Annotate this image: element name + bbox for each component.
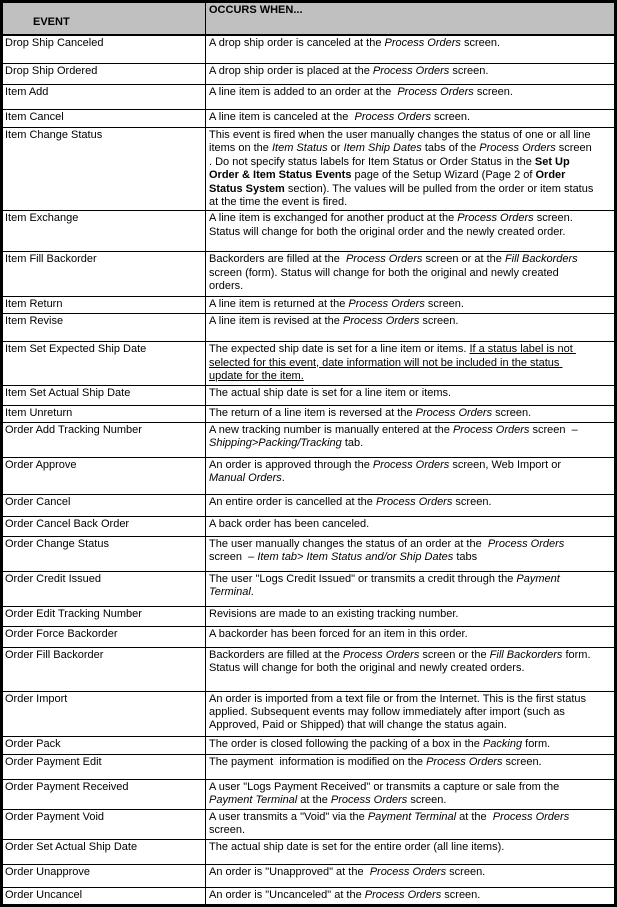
- occurs-text-segment: The user manually changes the status of an order at the: [209, 537, 488, 550]
- occurs-text-segment: Payment Terminal: [209, 572, 563, 599]
- occurs-text-segment: at the: [456, 810, 493, 823]
- event-cell: Order Credit Issued: [2, 571, 206, 606]
- table-row: [2, 647, 616, 691]
- occurs-text-segment: The user "Logs Credit Issued" or transmits a credit through the: [209, 572, 517, 585]
- occurs-cell: [206, 516, 616, 536]
- occurs-text-segment: at the: [297, 794, 331, 807]
- event-cell: Item Revise: [2, 314, 206, 342]
- occurs-cell: [206, 64, 616, 85]
- event-cell: Item Exchange: [2, 211, 206, 252]
- event-cell: Order Approve: [2, 457, 206, 494]
- event-cell: Item Unreturn: [2, 405, 206, 422]
- occurs-text-segment: The return of a line item is reversed at the: [209, 406, 416, 419]
- occurs-text-segment: A user "Logs Payment Received" or transmits a capture or sale from the: [209, 780, 563, 793]
- occurs-text-segment: screen.: [209, 810, 573, 837]
- occurs-text-segment: Process Orders: [375, 495, 453, 508]
- occurs-cell: [206, 626, 616, 647]
- events-table-body: [2, 35, 616, 906]
- table-row: [2, 342, 616, 385]
- occurs-text-segment: screen or the: [419, 648, 490, 661]
- occurs-text-segment: screen.: [430, 111, 471, 123]
- occurs-text-segment: Packing: [482, 737, 523, 750]
- occurs-text-segment: If a status label is not selected for this event, date information will not be included in the status update for the item.: [209, 343, 576, 383]
- occurs-text-segment: tab.: [341, 437, 364, 450]
- event-column-header: EVENT: [2, 2, 206, 35]
- occurs-text-segment: Item tab> Item Status and/or Ship Dates: [257, 551, 454, 564]
- occurs-cell: [206, 809, 616, 839]
- occurs-text-segment: Process Orders: [384, 36, 461, 49]
- occurs-text-segment: A new tracking number is manually entered at the: [209, 423, 453, 436]
- occurs-text-segment: A back order has been canceled.: [209, 517, 370, 530]
- occurs-text-segment: An entire order is cancelled at the: [209, 495, 376, 508]
- occurs-text-segment: screen, Web Import or: [449, 458, 565, 471]
- occurs-cell: [206, 85, 616, 110]
- occurs-text-segment: Backorders are filled at the: [209, 648, 343, 661]
- table-row: [2, 839, 616, 864]
- occurs-text-segment: Set Up Order & Item Status Events: [209, 155, 573, 182]
- table-row: [2, 571, 616, 606]
- occurs-cell: [206, 691, 616, 736]
- occurs-text-segment: A drop ship order is canceled at the: [209, 36, 385, 49]
- occurs-text-segment: screen.: [492, 406, 532, 419]
- occurs-text-segment: screen.: [441, 888, 481, 901]
- occurs-text-segment: Payment Terminal: [209, 794, 298, 807]
- occurs-text-segment: screen.: [424, 298, 464, 311]
- event-cell: Order Cancel Back Order: [2, 516, 206, 536]
- occurs-text-segment: .: [281, 472, 285, 485]
- occurs-cell: [206, 494, 616, 516]
- table-row: [2, 252, 616, 297]
- table-row: [2, 809, 616, 839]
- occurs-text-segment: Process Orders: [452, 423, 530, 436]
- occurs-text-segment: Process Orders: [345, 253, 423, 266]
- event-cell: Order Fill Backorder: [2, 647, 206, 691]
- occurs-cell: [206, 864, 616, 887]
- table-row: [2, 85, 616, 110]
- occurs-text-segment: form. Status will change for both the original and newly created orders.: [209, 648, 594, 675]
- occurs-cell: [206, 887, 616, 905]
- table-row: [2, 516, 616, 536]
- occurs-text-segment: Revisions are made to an existing tracking number.: [209, 607, 459, 620]
- table-row: [2, 110, 616, 128]
- event-cell: Item Return: [2, 297, 206, 314]
- occurs-text-segment: Process Orders: [354, 111, 431, 123]
- occurs-text-segment: This event is fired when the user manually changes the status of one or all line items on the: [209, 129, 594, 155]
- occurs-text-segment: Process Orders: [330, 794, 408, 807]
- table-row: [2, 754, 616, 779]
- occurs-cell: [206, 754, 616, 779]
- occurs-text-segment: An order is "Unapproved" at the: [209, 865, 370, 878]
- table-row: [2, 35, 616, 64]
- occurs-text-segment: Process Orders: [369, 865, 447, 878]
- table-row: [2, 314, 616, 342]
- occurs-text-segment: Process Orders: [372, 458, 450, 471]
- event-cell: Order Cancel: [2, 494, 206, 516]
- occurs-text-segment: Payment Terminal: [367, 810, 457, 823]
- event-cell: Order Unapprove: [2, 864, 206, 887]
- event-cell: Item Fill Backorder: [2, 252, 206, 297]
- occurs-text-segment: screen.: [502, 755, 542, 768]
- occurs-text-segment: A line item is returned at the: [209, 298, 349, 311]
- table-row: [2, 606, 616, 626]
- occurs-text-segment: screen.: [449, 65, 489, 77]
- event-cell: Order Set Actual Ship Date: [2, 839, 206, 864]
- event-cell: Order Payment Received: [2, 779, 206, 809]
- table-row: [2, 494, 616, 516]
- occurs-cell: [206, 128, 616, 211]
- occurs-text-segment: Fill Backorders: [489, 648, 563, 661]
- occurs-text-segment: form.: [522, 737, 551, 750]
- occurs-text-segment: A line item is exchanged for another product at the: [209, 212, 458, 225]
- occurs-cell: [206, 606, 616, 626]
- event-cell: Order Payment Void: [2, 809, 206, 839]
- table-row: [2, 691, 616, 736]
- occurs-cell: [206, 110, 616, 128]
- event-cell: Item Change Status: [2, 128, 206, 211]
- occurs-text-segment: screen or at the: [422, 253, 505, 266]
- occurs-text-segment: screen . Do not specify status labels for Item Status or Order Status in the: [209, 142, 595, 168]
- occurs-text-segment: Process Orders: [492, 810, 570, 823]
- occurs-cell: [206, 211, 616, 252]
- occurs-text-segment: The order is closed following the packing of a box in the: [209, 737, 483, 750]
- occurs-text-segment: tabs of the: [421, 142, 480, 155]
- occurs-text-segment: Manual Orders: [209, 472, 282, 485]
- occurs-cell: [206, 35, 616, 64]
- occurs-text-segment: tabs: [453, 551, 478, 564]
- occurs-text-segment: screen –: [209, 537, 568, 564]
- table-row: [2, 536, 616, 571]
- event-cell: Order Uncancel: [2, 887, 206, 905]
- table-row: [2, 457, 616, 494]
- occurs-cell: [206, 314, 616, 342]
- occurs-text-segment: Process Orders: [397, 86, 474, 98]
- table-row: [2, 297, 616, 314]
- occurs-text-segment: Process Orders: [372, 65, 450, 77]
- occurs-text-segment: screen (form). Status will change for both the original and newly created orders.: [209, 253, 581, 293]
- occurs-cell: [206, 536, 616, 571]
- occurs-text-segment: Item Status: [271, 142, 328, 155]
- occurs-text-segment: screen.: [419, 315, 459, 328]
- occurs-cell: [206, 422, 616, 457]
- occurs-text-segment: Order Status System: [209, 169, 569, 195]
- occurs-cell: [206, 297, 616, 314]
- occurs-text-segment: A line item is added to an order at the: [209, 86, 398, 98]
- event-cell: Order Import: [2, 691, 206, 736]
- table-row: [2, 779, 616, 809]
- table-row: [2, 405, 616, 422]
- event-cell: Order Payment Edit: [2, 754, 206, 779]
- occurs-text-segment: A line item is revised at the: [209, 315, 343, 328]
- occurs-cell: [206, 342, 616, 385]
- occurs-text-segment: screen –: [529, 423, 581, 436]
- occurs-cell: [206, 571, 616, 606]
- occurs-text-segment: Process Orders: [479, 142, 556, 155]
- occurs-text-segment: An order is imported from a text file or from the Internet. This is the first status applied. Subsequent events may follow immediately after import (such as Approved, Paid or Shipped) that will change the status again.: [209, 692, 590, 732]
- occurs-cell: [206, 647, 616, 691]
- occurs-text-segment: Process Orders: [426, 755, 503, 768]
- table-row: [2, 626, 616, 647]
- occurs-cell: [206, 839, 616, 864]
- occurs-text-segment: Backorders are filled at the: [209, 253, 346, 266]
- event-cell: Order Force Backorder: [2, 626, 206, 647]
- occurs-cell: [206, 779, 616, 809]
- occurs-text-segment: Process Orders: [457, 212, 534, 225]
- table-row: [2, 422, 616, 457]
- occurs-text-segment: .: [250, 586, 254, 599]
- occurs-column-header: OCCURS WHEN...: [206, 2, 616, 35]
- occurs-text-segment: The payment information is modified on the: [209, 755, 427, 768]
- occurs-text-segment: Fill Backorders: [504, 253, 578, 266]
- table-row: [2, 385, 616, 405]
- occurs-text-segment: An order is "Uncanceled" at the: [209, 888, 365, 901]
- occurs-text-segment: section). The values will be pulled from the order or item status at the time the event is fired.: [209, 182, 597, 209]
- occurs-text-segment: Item Ship Dates: [343, 142, 422, 155]
- header-row: [2, 2, 616, 35]
- table-row: [2, 64, 616, 85]
- occurs-text-segment: screen.: [407, 794, 447, 807]
- occurs-cell: [206, 405, 616, 422]
- event-cell: Drop Ship Canceled: [2, 35, 206, 64]
- occurs-text-segment: An order is approved through the: [209, 458, 373, 471]
- event-cell: Order Add Tracking Number: [2, 422, 206, 457]
- occurs-text-segment: A line item is canceled at the: [209, 111, 355, 123]
- event-cell: Item Add: [2, 85, 206, 110]
- occurs-text-segment: A backorder has been forced for an item in this order.: [209, 627, 468, 640]
- occurs-text-segment: screen.: [473, 86, 513, 98]
- occurs-text-segment: A drop ship order is placed at the: [209, 65, 373, 77]
- occurs-text-segment: Process Orders: [348, 298, 425, 311]
- occurs-cell: [206, 385, 616, 405]
- event-cell: Order Pack: [2, 736, 206, 754]
- table-row: [2, 864, 616, 887]
- occurs-text-segment: Process Orders: [487, 537, 565, 550]
- occurs-text-segment: The actual ship date is set for the entire order (all line items).: [209, 840, 505, 853]
- table-row: [2, 211, 616, 252]
- table-row: [2, 128, 616, 211]
- occurs-text-segment: Process Orders: [364, 888, 442, 901]
- table-row: [2, 736, 616, 754]
- occurs-text-segment: Process Orders: [342, 315, 420, 328]
- occurs-text-segment: page of the Setup Wizard (Page 2 of: [351, 169, 536, 182]
- occurs-text-segment: or: [327, 142, 344, 155]
- event-cell: Item Cancel: [2, 110, 206, 128]
- occurs-text-segment: screen.: [460, 36, 501, 49]
- occurs-text-segment: Shipping>Packing/Tracking: [209, 437, 342, 450]
- table-row: [2, 887, 616, 905]
- event-cell: Item Set Expected Ship Date: [2, 342, 206, 385]
- occurs-text-segment: Process Orders: [415, 406, 493, 419]
- occurs-text-segment: The actual ship date is set for a line item or items.: [209, 386, 452, 399]
- occurs-text-segment: The expected ship date is set for a line item or items.: [209, 343, 470, 356]
- occurs-cell: [206, 252, 616, 297]
- occurs-text-segment: screen.: [452, 495, 492, 508]
- occurs-text-segment: Process Orders: [342, 648, 420, 661]
- occurs-text-segment: screen. Status will change for both the original order and the newly created order.: [209, 212, 576, 238]
- event-cell: Order Change Status: [2, 536, 206, 571]
- event-cell: Item Set Actual Ship Date: [2, 385, 206, 405]
- occurs-text-segment: A user transmits a "Void" via the: [209, 810, 368, 823]
- occurs-cell: [206, 736, 616, 754]
- occurs-text-segment: screen.: [446, 865, 486, 878]
- event-cell: Drop Ship Ordered: [2, 64, 206, 85]
- event-cell: Order Edit Tracking Number: [2, 606, 206, 626]
- occurs-cell: [206, 457, 616, 494]
